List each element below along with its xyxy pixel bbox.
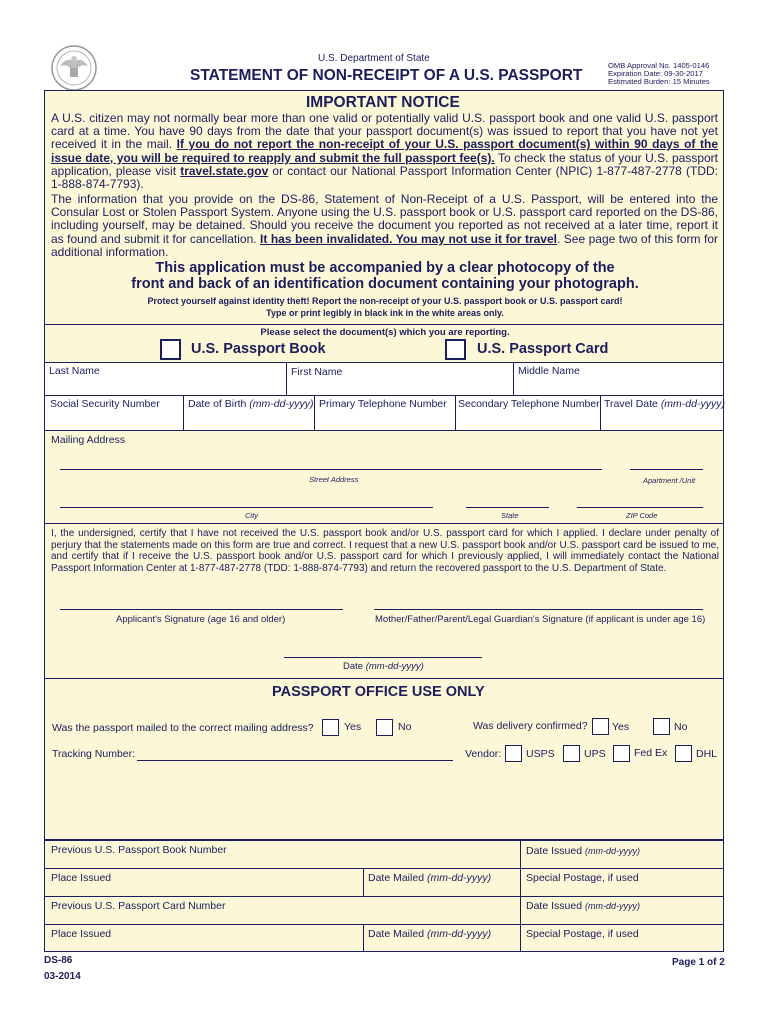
vendor-usps-label: USPS — [526, 748, 555, 760]
passport-card-label: U.S. Passport Card — [477, 341, 609, 357]
previous-book-number-label: Previous U.S. Passport Book Number — [51, 844, 227, 856]
form-number: DS-86 — [44, 955, 73, 966]
dob-field[interactable] — [184, 411, 313, 430]
zip-line[interactable] — [577, 507, 703, 508]
zip-caption: ZIP Code — [626, 511, 658, 520]
notice-p1-text-c: To check the status of your U.S. passport application, please visit — [51, 150, 718, 178]
book-date-issued-text: Date Issued — [526, 845, 583, 857]
photocopy-requirement-line-1: This application must be accompanied by a clear photocopy of the — [155, 260, 615, 276]
mailing-address-box — [44, 431, 724, 524]
first-name-label: First Name — [291, 366, 343, 378]
travel-date-label-text: Travel Date — [604, 398, 658, 410]
department-name: U.S. Department of State — [318, 53, 430, 64]
delivery-confirmed-question: Was delivery confirmed? — [473, 720, 588, 732]
primary-phone-label: Primary Telephone Number — [319, 398, 447, 410]
applicant-signature-line[interactable] — [60, 609, 343, 610]
city-line[interactable] — [60, 507, 433, 508]
book-place-issued-label: Place Issued — [51, 872, 112, 884]
vendor-ups-checkbox[interactable] — [563, 745, 580, 762]
omb-number: OMB Approval No. 1405-0146 — [608, 61, 710, 70]
vendor-dhl-label: DHL — [696, 748, 718, 760]
primary-phone-field[interactable] — [315, 411, 454, 430]
certification-text: I, the undersigned, certify that I have not received the U.S. passport book and/or U.S. passport card for which I applied. I declare under penalty of perjury that the statements made on this form are true and correct. I request that a new U.S. passport book and/or U.S. passport card be issued to me, and certify that if I receive the U.S. passport book and/or U.S. passport card for which I previously applied, I will immediately contact the National Passport Information Center at 1-877-487-2778 (TDD: 1-888-874-7793) and return the recovered passport to the U.S. Department of State. — [51, 528, 719, 574]
first-name-field[interactable] — [287, 378, 512, 395]
state-caption: State — [501, 511, 519, 520]
last-name-field[interactable] — [45, 376, 285, 395]
apartment-caption: Apartment /Unit — [643, 476, 696, 485]
vendor-fedex-label: Fed Ex — [634, 747, 668, 759]
card-special-postage-label: Special Postage, if used — [526, 928, 639, 940]
book-date-mailed-label — [368, 872, 491, 884]
state-line[interactable] — [466, 507, 549, 508]
signature-date-label: Date — [343, 661, 364, 672]
mailed-no-label: No — [398, 721, 412, 733]
form-revision-date: 03-2014 — [44, 971, 81, 982]
secondary-phone-field[interactable] — [456, 411, 599, 430]
notice-p2-warning: It has been invalidated. You may not use it for travel — [260, 231, 557, 246]
delivery-no-checkbox[interactable] — [653, 718, 670, 735]
delivery-no-label: No — [674, 721, 688, 733]
book-date-issued-format: (mm-dd-yyyy) — [584, 846, 640, 856]
passport-book-checkbox[interactable] — [160, 339, 181, 360]
card-date-issued-label — [526, 900, 640, 912]
notice-p1-text-a: A U.S. citizen may not normally bear more than one valid or potentially valid U.S. passport book and one valid U.S. passport card at a time. You have 90 days from the date that your passport document(s) was issued to report that you have not yet received it in the mail. — [51, 111, 718, 152]
mailed-correct-question: Was the passport mailed to the correct mailing address? — [52, 722, 314, 734]
vendor-label: Vendor: — [465, 748, 502, 760]
signature-date-line[interactable] — [284, 657, 482, 658]
dob-label-text: Date of Birth — [188, 398, 247, 410]
apartment-line[interactable] — [630, 469, 703, 470]
book-date-issued-label — [526, 845, 640, 857]
passport-book-label: U.S. Passport Book — [191, 341, 326, 357]
mailing-address-label: Mailing Address — [51, 434, 126, 446]
estimated-burden: Estimated Burden: 15 Minutes — [608, 77, 710, 86]
notice-paragraph-1 — [51, 112, 718, 191]
notice-paragraph-2 — [51, 193, 718, 259]
guardian-signature-caption: Mother/Father/Parent/Legal Guardian's Signature (if applicant is under age 16) — [375, 614, 706, 625]
card-date-mailed-format: (mm-dd-yyyy) — [426, 928, 492, 940]
previous-book-number-field[interactable] — [45, 855, 519, 867]
vendor-dhl-checkbox[interactable] — [675, 745, 692, 762]
ssn-label: Social Security Number — [50, 398, 160, 410]
office-use-heading: PASSPORT OFFICE USE ONLY — [272, 684, 485, 700]
notice-heading: IMPORTANT NOTICE — [306, 94, 460, 111]
tracking-number-line[interactable] — [137, 760, 453, 761]
mailed-yes-label: Yes — [344, 721, 362, 733]
form-title: STATEMENT OF NON-RECEIPT OF A U.S. PASSPORT — [190, 67, 583, 84]
expiration-date: Expiration Date: 09-30-2017 — [608, 69, 703, 78]
page-number: Page 1 of 2 — [672, 957, 725, 968]
city-caption: City — [245, 511, 258, 520]
tracking-number-label: Tracking Number: — [52, 748, 136, 760]
previous-card-number-field[interactable] — [45, 911, 519, 923]
travel-date-label — [604, 398, 725, 410]
delivery-yes-label: Yes — [612, 721, 630, 733]
travel-date-field[interactable] — [601, 411, 723, 430]
card-date-issued-format: (mm-dd-yyyy) — [584, 901, 640, 911]
vendor-fedex-checkbox[interactable] — [613, 745, 630, 762]
applicant-signature-caption: Applicant's Signature (age 16 and older) — [116, 614, 286, 625]
middle-name-label: Middle Name — [518, 365, 580, 377]
dob-label — [188, 398, 313, 410]
book-date-mailed-text: Date Mailed — [368, 872, 425, 884]
department-seal — [50, 44, 98, 92]
card-date-issued-text: Date Issued — [526, 900, 583, 912]
mailed-yes-checkbox[interactable] — [322, 719, 339, 736]
notice-p1-warning: If you do not report the non-receipt of your U.S. passport document(s) within 90 days of the issue date, you will be required to reapply and submit the full passport fee(s). — [51, 137, 718, 165]
selection-prompt: Please select the document(s) which you are reporting. — [260, 327, 510, 338]
travel-date-format: (mm-dd-yyyy) — [660, 398, 725, 410]
vendor-usps-checkbox[interactable] — [505, 745, 522, 762]
photocopy-requirement-line-2: front and back of an identification document containing your photograph. — [131, 276, 639, 292]
ssn-field[interactable] — [45, 411, 182, 430]
vendor-ups-label: UPS — [584, 748, 606, 760]
secondary-phone-label: Secondary Telephone Number — [458, 398, 600, 410]
middle-name-field[interactable] — [514, 376, 723, 395]
signature-date-caption — [343, 661, 424, 672]
notice-p2-text-a: The information that you provide on the DS-86, Statement of Non-Receipt of a U.S. Passport, will be entered into the Consular Lost or Stolen Passport System. Anyone using the U.S. passport book or U.S. passport card reported on the DS-86, including yourself, may be detained. Should you receive the document you reported as not received at a later time, report it as found and submit it for cancellation. — [51, 192, 718, 246]
notice-p2-text-c: . See page two of this form for additional information. — [51, 231, 718, 259]
guardian-signature-line[interactable] — [374, 609, 703, 610]
mailed-no-checkbox[interactable] — [376, 719, 393, 736]
card-place-issued-label: Place Issued — [51, 928, 112, 940]
travel-state-gov-link[interactable]: travel.state.gov — [180, 163, 269, 178]
street-address-line[interactable] — [60, 469, 602, 470]
street-address-caption: Street Address — [309, 475, 359, 484]
card-date-mailed-label — [368, 928, 491, 940]
delivery-yes-checkbox[interactable] — [592, 718, 609, 735]
last-name-label: Last Name — [49, 365, 100, 377]
book-special-postage-label: Special Postage, if used — [526, 872, 639, 884]
notice-p1-text-d: or contact our National Passport Information Center (NPIC) 1-877-487-2778 (TDD: 1-888-874-7793). — [51, 163, 718, 192]
card-date-mailed-text: Date Mailed — [368, 928, 425, 940]
dob-format: (mm-dd-yyyy) — [249, 398, 314, 410]
identity-theft-warning: Protect yourself against identity theft! Report the non-receipt of your U.S. passport book or U.S. passport card! — [147, 296, 623, 306]
passport-card-checkbox[interactable] — [445, 339, 466, 360]
ink-instructions: Type or print legibly in black ink in the white areas only. — [266, 308, 504, 318]
previous-card-number-label: Previous U.S. Passport Card Number — [51, 900, 226, 912]
signature-date-format: (mm-dd-yyyy) — [365, 661, 424, 672]
book-date-mailed-format: (mm-dd-yyyy) — [426, 872, 492, 884]
